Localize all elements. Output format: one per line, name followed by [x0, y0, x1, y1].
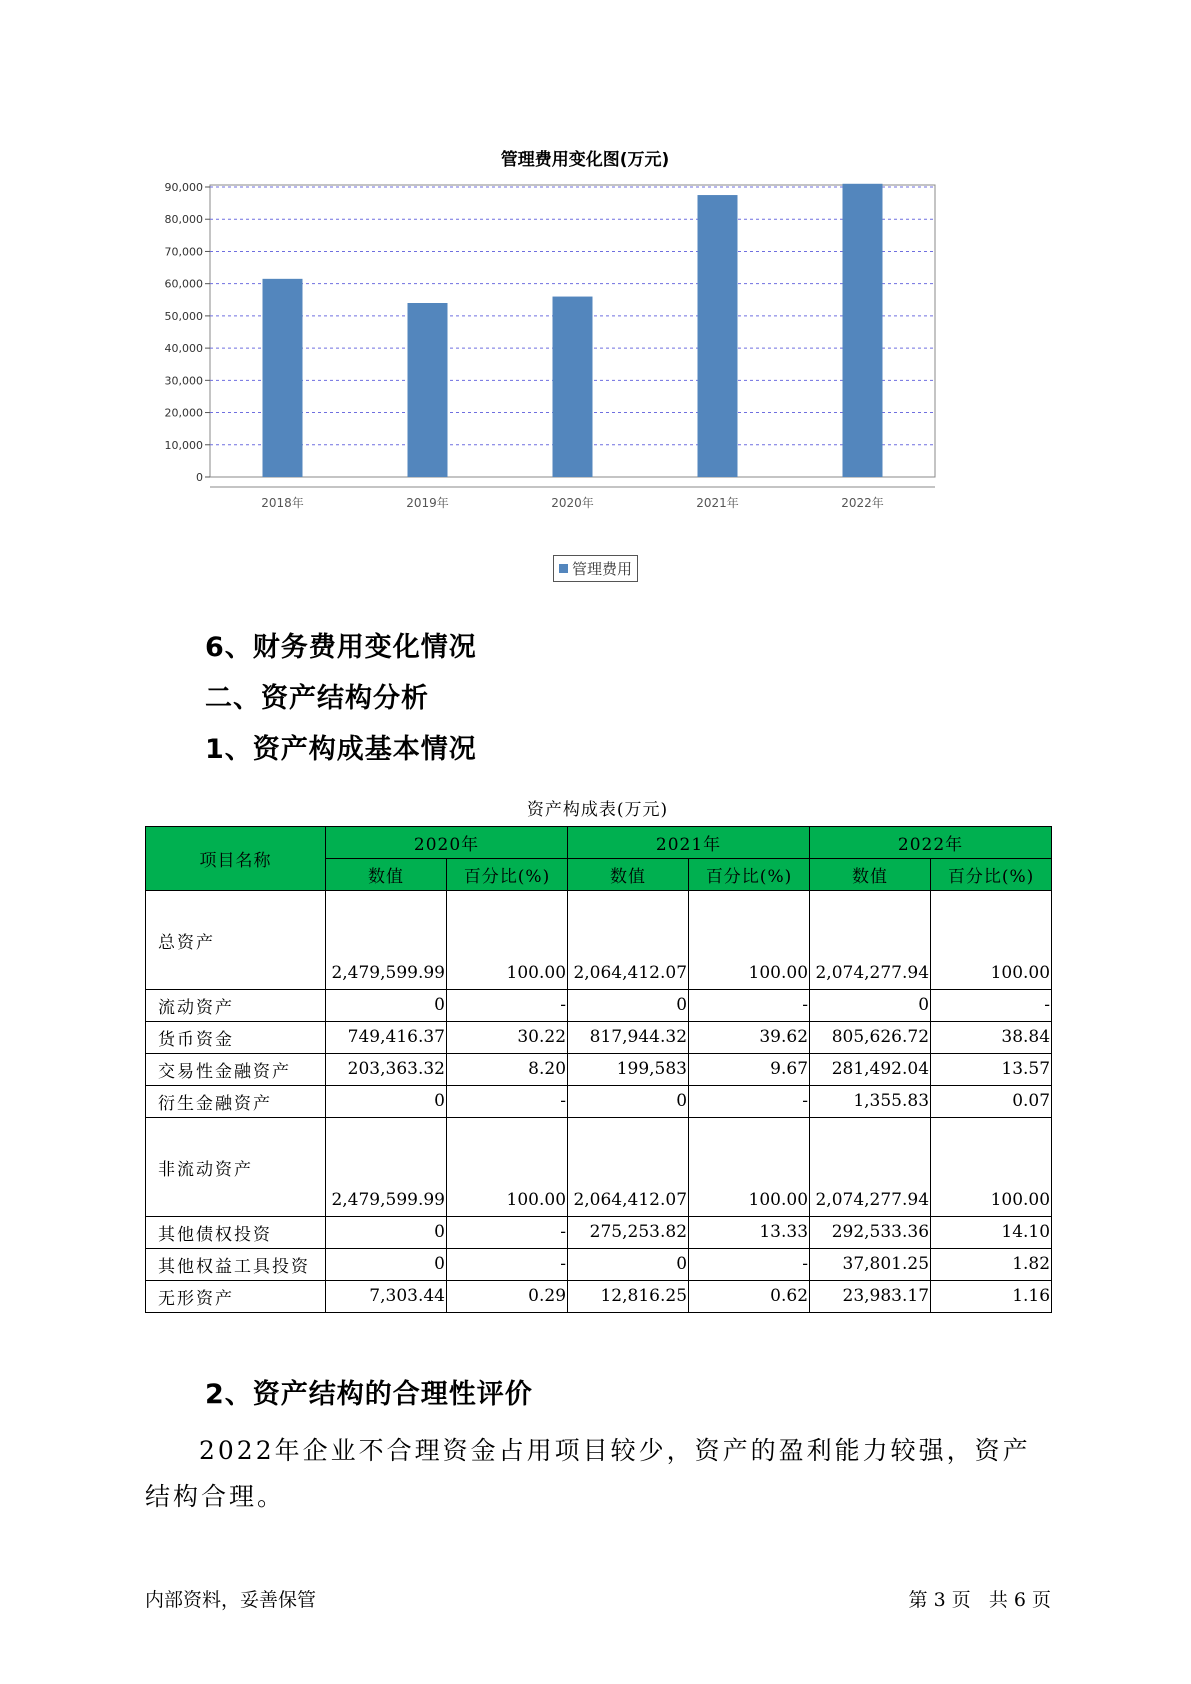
cell-value: 7,303.44	[326, 1281, 447, 1313]
cell-percent: 13.57	[931, 1054, 1052, 1086]
footer-confidential: 内部资料，妥善保管	[145, 1589, 317, 1611]
x-tick-label: 2020年	[551, 496, 594, 510]
table-row	[146, 990, 1052, 1022]
cell-value: 2,064,412.07	[568, 1118, 689, 1217]
cell-percent: 13.33	[689, 1217, 810, 1249]
table-row	[146, 1118, 1052, 1217]
cell-percent: 100.00	[689, 891, 810, 990]
heading-finance-expense: 6、财务费用变化情况	[205, 632, 477, 663]
header-percent: 百分比(%)	[447, 859, 568, 891]
cell-percent: 100.00	[931, 1118, 1052, 1217]
bar	[553, 297, 593, 477]
header-value: 数值	[810, 859, 931, 891]
cell-value: 817,944.32	[568, 1022, 689, 1054]
cell-percent: 1.16	[931, 1281, 1052, 1313]
cell-percent: 9.67	[689, 1054, 810, 1086]
y-tick-label: 30,000	[164, 374, 203, 388]
y-tick-label: 40,000	[164, 342, 203, 356]
cell-value: 2,064,412.07	[568, 891, 689, 990]
x-tick-label: 2019年	[406, 496, 449, 510]
x-tick-label: 2021年	[696, 496, 739, 510]
cell-value: 2,074,277.94	[810, 891, 931, 990]
cell-value: 275,253.82	[568, 1217, 689, 1249]
y-tick-label: 80,000	[164, 213, 203, 227]
legend-label: 管理费用	[572, 560, 633, 578]
cell-value: 0	[568, 1249, 689, 1281]
cell-value: 12,816.25	[568, 1281, 689, 1313]
heading-asset-evaluation: 2、资产结构的合理性评价	[205, 1379, 533, 1410]
heading-asset-structure: 二、资产结构分析	[205, 683, 429, 714]
cell-value: 0	[568, 1086, 689, 1118]
cell-percent: -	[447, 1217, 568, 1249]
chart-legend	[553, 555, 638, 582]
table-row	[146, 1281, 1052, 1313]
row-label: 交易性金融资产	[146, 1054, 326, 1086]
y-tick-label: 60,000	[164, 277, 203, 291]
cell-percent: 0.07	[931, 1086, 1052, 1118]
cell-percent: -	[689, 1249, 810, 1281]
cell-value: 281,492.04	[810, 1054, 931, 1086]
cell-value: 23,983.17	[810, 1281, 931, 1313]
table-caption: 资产构成表(万元)	[526, 800, 669, 820]
chart-title: 管理费用变化图(万元)	[500, 150, 670, 170]
y-tick-label: 20,000	[164, 406, 203, 420]
cell-value: 0	[810, 990, 931, 1022]
cell-value: 805,626.72	[810, 1022, 931, 1054]
y-tick-label: 90,000	[164, 181, 203, 194]
bar	[698, 195, 738, 477]
cell-percent: -	[689, 990, 810, 1022]
header-item-name: 项目名称	[146, 827, 326, 891]
header-value: 数值	[326, 859, 447, 891]
row-label: 货币资金	[146, 1022, 326, 1054]
table-row	[146, 1022, 1052, 1054]
footer-page-number: 第 3 页 共 6 页	[908, 1589, 1051, 1611]
header-year-2021: 2021年	[568, 827, 810, 859]
row-label: 其他权益工具投资	[146, 1249, 326, 1281]
cell-value: 2,479,599.99	[326, 1118, 447, 1217]
cell-value: 0	[326, 1086, 447, 1118]
cell-percent: -	[447, 1249, 568, 1281]
row-label: 总资产	[146, 891, 326, 990]
cell-percent: 100.00	[689, 1118, 810, 1217]
header-percent: 百分比(%)	[689, 859, 810, 891]
cell-value: 2,479,599.99	[326, 891, 447, 990]
heading-asset-composition: 1、资产构成基本情况	[205, 734, 477, 765]
header-year-2022: 2022年	[810, 827, 1052, 859]
row-label: 衍生金融资产	[146, 1086, 326, 1118]
cell-value: 199,583	[568, 1054, 689, 1086]
cell-value: 0	[326, 1249, 447, 1281]
asset-composition-table	[145, 826, 1052, 1313]
cell-value: 37,801.25	[810, 1249, 931, 1281]
table-row	[146, 1086, 1052, 1118]
cell-percent: 38.84	[931, 1022, 1052, 1054]
cell-percent: 39.62	[689, 1022, 810, 1054]
chart-svg	[140, 135, 1030, 555]
y-tick-label: 70,000	[164, 245, 203, 259]
row-label: 非流动资产	[146, 1118, 326, 1217]
table-row	[146, 1249, 1052, 1281]
cell-percent: 0.29	[447, 1281, 568, 1313]
evaluation-paragraph: 2022年企业不合理资金占用项目较少，资产的盈利能力较强，资产结构合理。	[145, 1436, 1031, 1511]
x-tick-label: 2018年	[261, 496, 304, 510]
header-value: 数值	[568, 859, 689, 891]
header-percent: 百分比(%)	[931, 859, 1052, 891]
row-label: 其他债权投资	[146, 1217, 326, 1249]
cell-value: 203,363.32	[326, 1054, 447, 1086]
cell-value: 0	[326, 1217, 447, 1249]
y-tick-label: 10,000	[164, 438, 203, 452]
cell-value: 0	[568, 990, 689, 1022]
table-row	[146, 1054, 1052, 1086]
bar	[843, 184, 883, 477]
header-year-2020: 2020年	[326, 827, 568, 859]
x-tick-label: 2022年	[841, 496, 884, 510]
cell-value: 2,074,277.94	[810, 1118, 931, 1217]
cell-percent: 1.82	[931, 1249, 1052, 1281]
table-row	[146, 891, 1052, 990]
table-row	[146, 1217, 1052, 1249]
cell-value: 1,355.83	[810, 1086, 931, 1118]
legend-swatch	[559, 564, 568, 573]
cell-value: 292,533.36	[810, 1217, 931, 1249]
expense-chart	[140, 135, 1030, 595]
y-tick-label: 50,000	[164, 309, 203, 323]
cell-percent: 30.22	[447, 1022, 568, 1054]
row-label: 流动资产	[146, 990, 326, 1022]
bar	[408, 303, 448, 477]
cell-percent: 14.10	[931, 1217, 1052, 1249]
row-label: 无形资产	[146, 1281, 326, 1313]
table-body	[146, 891, 1052, 1313]
cell-percent: 100.00	[447, 1118, 568, 1217]
y-tick-label: 0	[196, 471, 203, 484]
cell-value: 749,416.37	[326, 1022, 447, 1054]
cell-percent: -	[447, 990, 568, 1022]
bar	[263, 279, 303, 477]
cell-percent: -	[689, 1086, 810, 1118]
cell-percent: 100.00	[931, 891, 1052, 990]
cell-percent: -	[447, 1086, 568, 1118]
cell-percent: -	[931, 990, 1052, 1022]
cell-percent: 0.62	[689, 1281, 810, 1313]
cell-percent: 8.20	[447, 1054, 568, 1086]
cell-value: 0	[326, 990, 447, 1022]
cell-percent: 100.00	[447, 891, 568, 990]
